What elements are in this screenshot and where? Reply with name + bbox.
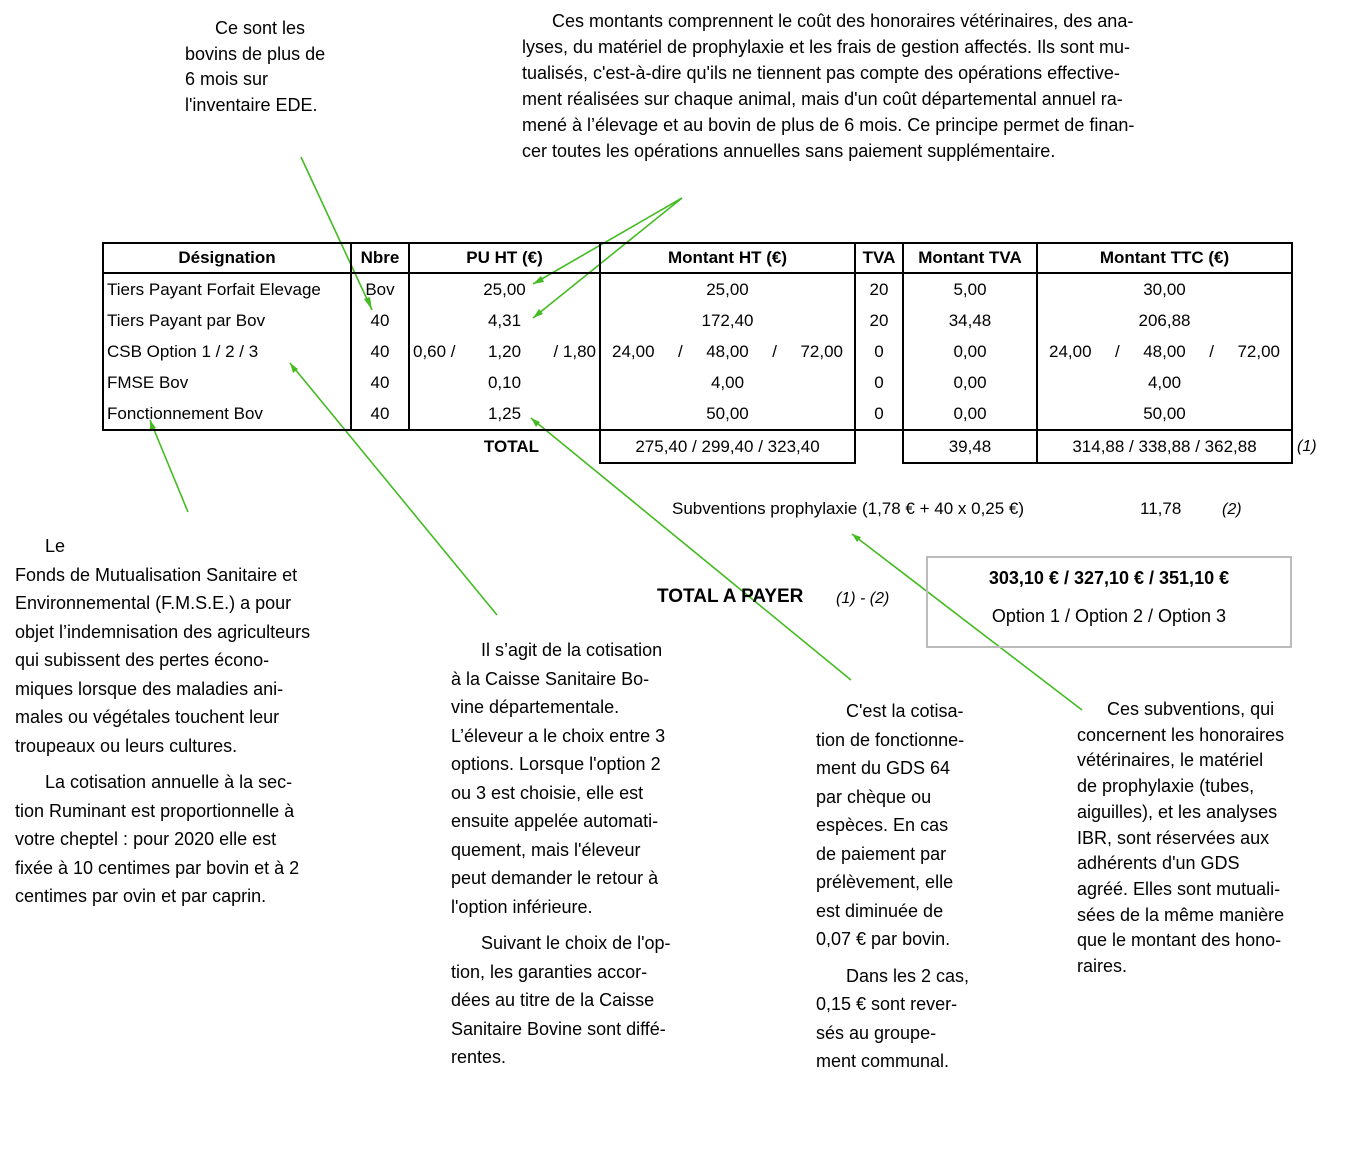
note-line: objet l’indemnisation des agriculteurs [15, 621, 311, 642]
note-line: tion Ruminant est proportionnelle à [15, 800, 295, 821]
ht-option-2: 48,00 [706, 341, 749, 361]
note-line: l'option inférieure. [451, 896, 593, 917]
col-montant-ht: Montant HT (€) [600, 243, 855, 273]
col-montant-ttc: Montant TTC (€) [1037, 243, 1292, 273]
note-fmse [15, 532, 365, 911]
cell-nbre: 40 [351, 398, 409, 430]
cell-mtva: 0,00 [903, 336, 1037, 367]
col-montant-tva: Montant TVA [903, 243, 1037, 273]
note-line: de prophylaxie (tubes, [1077, 776, 1255, 797]
note-line: aiguilles), et les analyses [1077, 801, 1278, 822]
pu-option-1: 0,60 / [413, 341, 456, 361]
cell-nbre: 40 [351, 305, 409, 336]
cell-tva: 20 [855, 305, 903, 336]
note-line: Sanitaire Bovine sont diffé- [451, 1018, 666, 1039]
cell-ht: 4,00 [600, 367, 855, 398]
note-line: options. Lorsque l'option 2 [451, 754, 661, 774]
ttc-option-2: 48,00 [1143, 341, 1186, 361]
col-pu-ht: PU HT (€) [409, 243, 600, 273]
cotisation-table [102, 242, 1293, 464]
ht-option-1: 24,00 [612, 341, 655, 361]
note-line: agréé. Elles sont mutuali- [1077, 878, 1281, 899]
cell-pu: 4,31 [409, 305, 600, 336]
pu-option-2: 1,20 [487, 341, 522, 361]
note-line: votre cheptel : pour 2020 elle est [15, 829, 277, 849]
note-line: dées au titre de la Caisse [451, 990, 655, 1010]
cell-ttc [1037, 336, 1292, 367]
col-tva: TVA [855, 243, 903, 273]
note-line: Fonds de Mutualisation Sanitaire et [15, 564, 298, 585]
note-line: prélèvement, elle [816, 872, 954, 892]
cell-ht [600, 336, 855, 367]
separator: / [678, 341, 683, 361]
note-line: Ce sont les [215, 18, 306, 38]
note-line: ment du GDS 64 [816, 758, 951, 778]
separator: / [1209, 341, 1214, 361]
subventions-value: 11,78 [1140, 499, 1182, 518]
total-a-payer-label: TOTAL A PAYER [657, 586, 804, 607]
total-a-payer-amounts: 303,10 € / 327,10 € / 351,10 € [988, 568, 1230, 588]
table-row [103, 273, 1292, 305]
note-line: raires. [1077, 956, 1128, 977]
note-line: quement, mais l'éleveur [451, 839, 641, 860]
total-label: TOTAL [483, 437, 539, 456]
note-montants [522, 8, 1234, 164]
note-line: L’éleveur a le choix entre 3 [451, 725, 666, 746]
note-line: Il s’agit de la cotisation [481, 640, 663, 660]
cell-nbre: 40 [351, 336, 409, 367]
total-a-payer-formula: (1) - (2) [836, 590, 890, 607]
note-line: Ces montants comprennent le coût des honoraires vétérinaires, des ana- [552, 11, 1134, 31]
pu-option-3: / 1,80 [553, 341, 596, 361]
subventions-label: Subventions prophylaxie (1,78 € + 40 x 0,25 €) [672, 499, 1025, 518]
note-csb [451, 636, 706, 1072]
note-line: bovins de plus de [185, 43, 326, 64]
total-a-payer-options: Option 1 / Option 2 / Option 3 [991, 606, 1227, 626]
cell-designation: FMSE Bov [103, 367, 351, 398]
cell-designation: CSB Option 1 / 2 / 3 [103, 336, 351, 367]
note-line: que le montant des hono- [1077, 930, 1282, 951]
note-line: Ces subventions, qui [1107, 699, 1275, 719]
table-header-row [103, 243, 1292, 273]
note-line: rentes. [451, 1047, 507, 1067]
separator: / [772, 341, 777, 361]
total-mtva: 39,48 [903, 430, 1037, 463]
note-line: sées de la même manière [1077, 904, 1285, 925]
note-line: miques lorsque des maladies ani- [15, 678, 284, 699]
note-line: 0,15 € sont rever- [816, 994, 958, 1014]
note-line: IBR, sont réservées aux [1077, 827, 1270, 848]
table-row [103, 305, 1292, 336]
total-footnote-mark: (1) [1297, 438, 1317, 455]
cell-ttc: 4,00 [1037, 367, 1292, 398]
note-line: adhérents d'un GDS [1077, 853, 1240, 874]
cell-nbre: Bov [351, 273, 409, 305]
total-tva-empty [855, 430, 903, 463]
note-line: cer toutes les opérations annuelles sans paiement supplémentaire. [522, 141, 1056, 161]
note-fonctionnement [816, 697, 996, 1076]
note-line: tualisés, c'est-à-dire qu'ils ne tiennent pas compte des opérations effective- [522, 63, 1120, 83]
total-ht: 275,40 / 299,40 / 323,40 [600, 430, 855, 463]
total-a-payer-box [926, 556, 1292, 648]
note-line: vétérinaires, le matériel [1077, 750, 1264, 771]
total-ttc: 314,88 / 338,88 / 362,88 [1037, 430, 1292, 463]
note-line: tion de fonctionne- [816, 729, 965, 750]
note-line: ensuite appelée automati- [451, 811, 659, 831]
note-line: espèces. En cas [816, 815, 949, 835]
note-line: Environnemental (F.M.S.E.) a pour [15, 593, 292, 613]
cell-pu: 1,25 [409, 398, 600, 430]
col-nbre: Nbre [351, 243, 409, 273]
note-line: peut demander le retour à [451, 868, 659, 888]
cell-ht: 172,40 [600, 305, 855, 336]
table-total-row [103, 430, 1292, 463]
cell-pu: 0,10 [409, 367, 600, 398]
note-line: Dans les 2 cas, [846, 965, 970, 986]
note-line: 6 mois sur [185, 69, 269, 89]
cell-nbre: 40 [351, 367, 409, 398]
note-line: La cotisation annuelle à la sec- [45, 772, 293, 792]
cell-pu: 25,00 [409, 273, 600, 305]
note-line: l'inventaire EDE. [185, 94, 318, 115]
cell-pu [409, 336, 600, 367]
note-line: ment réalisées sur chaque animal, mais d'un coût départemental annuel ra- [522, 89, 1123, 109]
ht-option-3: 72,00 [800, 341, 843, 361]
cell-designation: Fonctionnement Bov [103, 398, 351, 430]
note-line: lyses, du matériel de prophylaxie et les frais de gestion affectés. Ils sont mu- [522, 37, 1130, 57]
note-line: de paiement par [816, 843, 947, 864]
cell-tva: 20 [855, 273, 903, 305]
note-line: troupeaux ou leurs cultures. [15, 735, 238, 756]
cell-designation: Tiers Payant par Bov [103, 305, 351, 336]
separator: / [1115, 341, 1120, 361]
cell-tva: 0 [855, 398, 903, 430]
cell-ttc: 30,00 [1037, 273, 1292, 305]
table-row [103, 398, 1292, 430]
note-line: à la Caisse Sanitaire Bo- [451, 668, 650, 689]
table-row [103, 367, 1292, 398]
cell-mtva: 34,48 [903, 305, 1037, 336]
cell-designation: Tiers Payant Forfait Elevage [103, 273, 351, 305]
note-subventions [1077, 697, 1327, 980]
cell-mtva: 0,00 [903, 398, 1037, 430]
cell-tva: 0 [855, 336, 903, 367]
note-line: Suivant le choix de l'op- [481, 933, 671, 953]
note-line: 0,07 € par bovin. [816, 929, 951, 949]
note-line: C'est la cotisa- [846, 701, 964, 721]
note-line: qui subissent des pertes écono- [15, 650, 270, 670]
note-line: Le [45, 536, 66, 556]
note-line: males ou végétales touchent leur [15, 707, 280, 727]
cell-ht: 25,00 [600, 273, 855, 305]
cell-ht: 50,00 [600, 398, 855, 430]
note-line: ou 3 est choisie, elle est [451, 782, 644, 803]
note-line: fixée à 10 centimes par bovin et à 2 [15, 857, 300, 878]
subventions-footnote-mark: (2) [1222, 501, 1242, 518]
note-line: centimes par ovin et par caprin. [15, 886, 267, 906]
table-row [103, 336, 1292, 367]
note-line: est diminuée de [816, 900, 944, 921]
note-line: ment communal. [816, 1051, 950, 1071]
note-line: concernent les honoraires [1077, 724, 1285, 745]
cell-tva: 0 [855, 367, 903, 398]
cell-ttc: 206,88 [1037, 305, 1292, 336]
cell-ttc: 50,00 [1037, 398, 1292, 430]
note-line: vine départementale. [451, 697, 620, 717]
note-line: sés au groupe- [816, 1022, 937, 1043]
ttc-option-1: 24,00 [1049, 341, 1092, 361]
note-line: mené à l’élevage et au bovin de plus de 6 mois. Ce principe permet de finan- [522, 115, 1135, 135]
ttc-option-3: 72,00 [1237, 341, 1280, 361]
cell-mtva: 5,00 [903, 273, 1037, 305]
note-line: par chèque ou [816, 786, 932, 807]
note-line: tion, les garanties accor- [451, 961, 648, 982]
cell-mtva: 0,00 [903, 367, 1037, 398]
col-designation: Désignation [103, 243, 351, 273]
note-bovins-plus-6-mois [185, 16, 365, 118]
